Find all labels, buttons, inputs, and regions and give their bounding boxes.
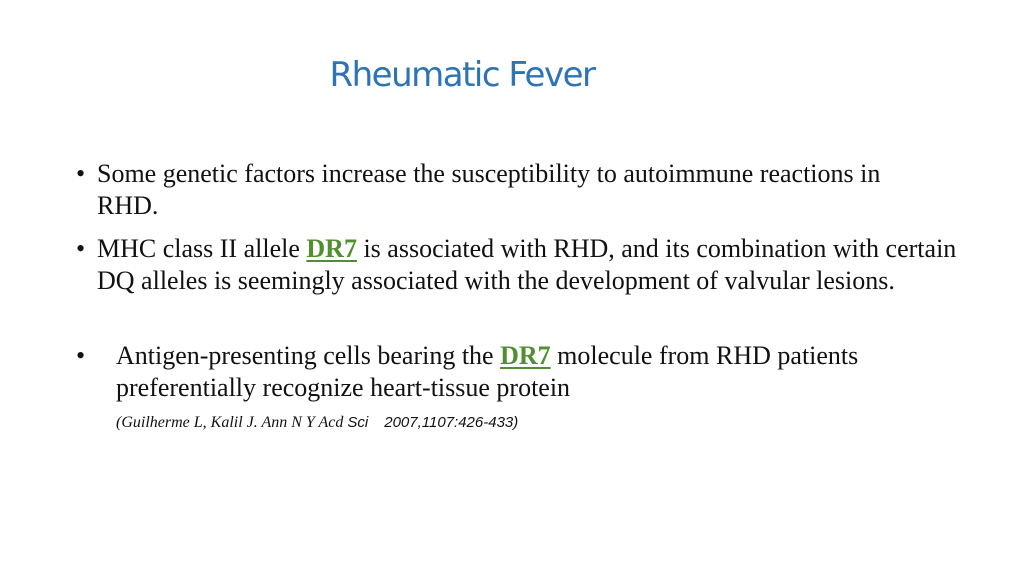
citation: [116, 414, 518, 432]
bullet-2-text-after: is associated with RHD, and its combination with certain DQ alleles is seemingly associated with the development of valvular lesions.: [97, 234, 957, 295]
citation-reference: 2007,1107:426-433): [384, 414, 519, 431]
bullet-marker-2: •: [76, 234, 86, 263]
bullet-marker-3: •: [76, 341, 86, 370]
bullet-1-text: Some genetic factors increase the susceptibility to autoimmune reactions in RHD.: [97, 159, 881, 220]
bullet-3-text-after: molecule from RHD patients preferentially recognize heart-tissue protein: [116, 341, 859, 402]
bullet-marker-1: •: [76, 159, 86, 188]
slide-title: Rheumatic Fever: [329, 55, 595, 95]
citation-journal-sci: Sci: [347, 414, 369, 431]
bullet-3-highlight-dr7: DR7: [500, 341, 551, 370]
bullet-2-text-before: MHC class II allele: [97, 234, 307, 263]
bullet-2-highlight-dr7: DR7: [306, 234, 357, 263]
bullet-3-text-before: Antigen-presenting cells bearing the: [116, 341, 501, 370]
bullet-item-2: [97, 233, 977, 297]
bullet-item-1: [97, 158, 887, 222]
citation-authors: (Guilherme L, Kalil J. Ann N Y Acd: [116, 414, 344, 431]
bullet-item-3: [116, 340, 906, 404]
